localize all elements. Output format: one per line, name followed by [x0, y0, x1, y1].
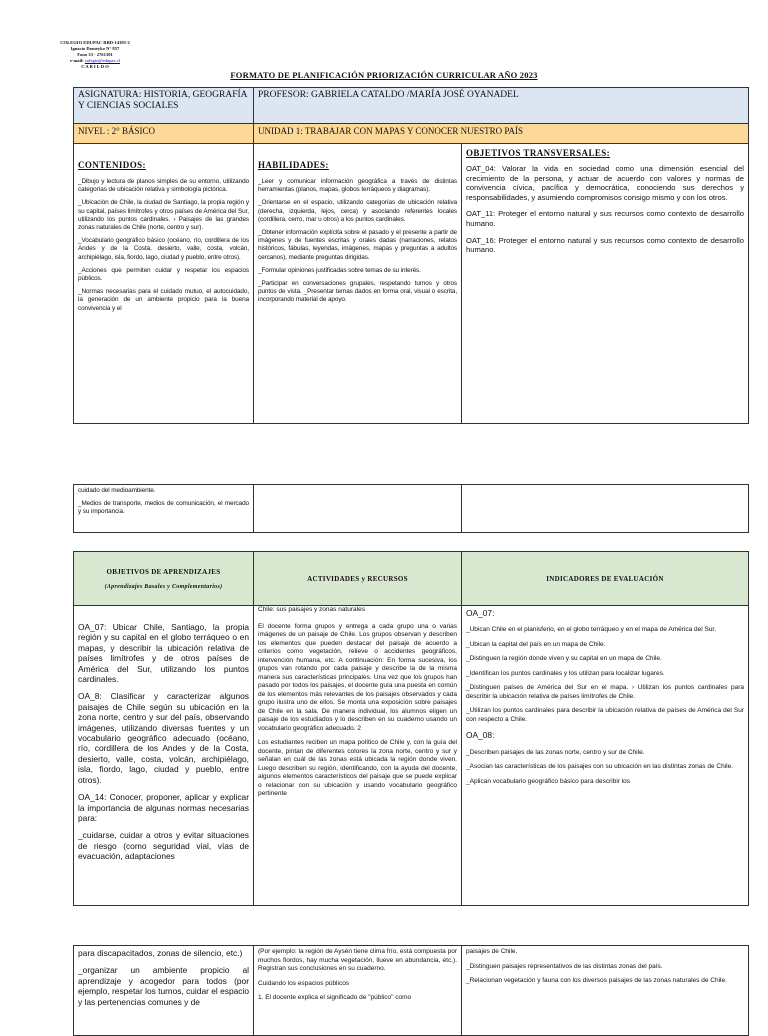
habilidades-cont-cell — [254, 485, 462, 533]
habilidad-item: _Leer y comunicar información geográfica a través de distintas herramientas (planos, mapas, globos terráqueos y diagramas). — [258, 178, 457, 194]
indicador-item: _Identifican los puntos cardinales y los utilizan para localizar lugares. — [466, 669, 665, 677]
objetivo-item: para discapacitados, zonas de silencio, etc.) — [78, 948, 243, 958]
transversales-title: OBJETIVOS TRANSVERSALES: — [466, 148, 611, 158]
planning-table-continued — [73, 484, 749, 533]
document-title: FORMATO DE PLANIFICACIÓN PRIORIZACIÓN CURRICULAR AÑO 2023 — [230, 70, 538, 80]
indicador-item: _Distinguen paisajes representativos de las distintas zonas del país. — [466, 962, 663, 970]
contenido-item: _Vocabulario geográfico básico (océano, río, cordillera de los Andes y de la Costa, desierto, valle, costa, volcán, archipiélago, isla, fiordo, lago, ciudad y pueblo, entre otros). — [78, 237, 249, 261]
school-phone: Fono 33 - 2761301 — [77, 52, 113, 57]
habilidad-item: _Obtener información explícita sobre el pasado y el presente a partir de imágenes y de fuentes escritas y orales dadas (narraciones, relatos históricos, fábulas, leyendas, imágenes, mapas y preguntas a adultos cercanos), mediante preguntas dirigidas. — [258, 229, 457, 261]
actividad-item: (Por ejemplo: la región de Aysén tiene clima frío, está compuesta por muchos fiordos, hay mucha vegetación, llueve en abundancia, etc.). Registran sus conclusiones en su cuaderno. — [258, 948, 457, 972]
school-header — [40, 40, 150, 70]
indicador-item: _Distinguen la región donde viven y su capital en un mapa de Chile. — [466, 655, 662, 663]
indicador-item: _Distinguen países de América del Sur en el mapa. › Utilizan los puntos cardinales para describir la ubicación relativa de países limítrofes de Chile. — [466, 684, 744, 700]
transversal-item: OAT_11: Proteger el entorno natural y sus recursos como contexto de desarrollo humano. — [466, 209, 744, 228]
contenido-item: _Ubicación de Chile, la ciudad de Santiago, la propia región y su capital, países limítrofes y otros países de América del Sur, utilizando los puntos cardinales. › Paisajes de las grandes zonas naturales de Chile (norte, centro y sur). — [78, 199, 249, 232]
contenidos-cell — [74, 144, 254, 424]
school-address: Ignacio Domeyko N° 857 — [70, 46, 120, 51]
indicador-item: _Utilizan los puntos cardinales para describir la ubicación relativa de países de América del Sur con respecto a Chile. — [466, 707, 744, 723]
transversal-item: OAT_16: Proteger el entorno natural y sus recursos como contexto de desarrollo humano. — [466, 235, 744, 255]
email-link[interactable]: colegio@edupac.cl — [84, 58, 121, 63]
actividades-cell — [254, 606, 462, 906]
transversal-item: OAT_04: Valorar la vida en sociedad como una dimensión esencial del crecimiento de la persona, y actuar de acuerdo con valores y normas de convivencia cívica, pacífica y democrática, conociendo sus derechos y responsabilidades, y asumiendo compromisos consigo mismo y con los otros. — [466, 164, 744, 202]
contenido-item: _Medios de transporte, medios de comunicación, el mercado y su importancia. — [78, 500, 249, 516]
habilidades-title: HABILIDADES: — [258, 160, 329, 170]
indicador-item: _Relacionan vegetación y fauna con los diversos paisajes de las zonas naturales de Chile. — [466, 977, 727, 984]
unidad-cell: UNIDAD 1: TRABAJAR CON MAPAS Y CONOCER NUESTRO PAÍS — [254, 124, 749, 144]
objetivos-cont-cell — [74, 946, 254, 1036]
contenidos-cont-cell — [74, 485, 254, 533]
actividades-cont-cell — [254, 946, 462, 1036]
email-label: e-mail: — [69, 58, 84, 63]
objetivo-item: _organizar un ambiente propicio al aprendizaje y acogedor para todos (por ejemplo, respetar los turnos, cuidar el espacio y las pertenencias comunes y de — [78, 965, 249, 1007]
objetivos-header-sub: (Aprendizajes Basales y Complementarios) — [104, 583, 223, 590]
objetivos-header-title: OBJETIVOS DE APRENDIZAJES — [106, 567, 221, 576]
habilidades-cell — [254, 144, 462, 424]
school-city: C A B I L D O — [81, 64, 109, 69]
profesor-cell: PROFESOR: GABRIELA CATALDO /MARÍA JOSÉ OYANADEL — [254, 88, 749, 124]
indicadores-cell — [462, 606, 749, 906]
contenido-item: _Acciones que permiten cuidar y respetar los espacios públicos. — [78, 266, 249, 283]
objetivo-item: OA_8: Clasificar y caracterizar algunos paisajes de Chile según su ubicación en la zona norte, centro y sur del país, observando imágenes, utilizando diversas fuentes y un vocabulario geográfico adecuado (océano, río, cordillera de los Andes y de la Costa, desierto, valle, costa, volcán, archipiélago, isla, fiordo, lago, ciudad y pueblo, entre otros). — [78, 691, 249, 785]
indicador-oa07-label: OA_07: — [466, 608, 495, 618]
indicador-item: paisajes de Chile. — [466, 948, 518, 955]
school-name: COLEGIO EDUPAC RBD-14395-2 — [60, 40, 130, 45]
contenidos-title: CONTENIDOS: — [78, 160, 146, 170]
objetivo-item: _cuidarse, cuidar a otros y evitar situaciones de riesgo (como seguridad vial, vías de evacuación, adaptaciones — [78, 830, 249, 862]
objectives-table-continued — [73, 945, 749, 1036]
indicador-item: _Ubican la capital del país en un mapa de Chile. — [466, 640, 606, 648]
nivel-cell: NIVEL : 2° BÁSICO — [74, 124, 254, 144]
objectives-table — [73, 551, 749, 906]
objetivos-cell — [74, 606, 254, 906]
indicador-item: _Aplican vocabulario geográfico básico para describir los — [466, 777, 631, 785]
actividades-header: ACTIVIDADES y RECURSOS — [254, 552, 462, 606]
indicador-item: _Ubican Chile en el planisferio, en el globo terráqueo y en el mapa de América del Sur. — [466, 626, 717, 634]
actividad-item: 1. El docente explica el significado de "público" como — [258, 994, 412, 1001]
indicador-oa08-label: OA_08: — [466, 730, 495, 741]
contenido-item: _Dibujo y lectura de planos simples de su entorno, utilizando categorías de ubicación relativa y simbología pictórica. — [78, 178, 249, 194]
contenido-item: cuidado del medioambiente. — [78, 487, 156, 494]
actividad-item: Los estudiantes reciben un mapa político de Chile y, con la guía del docente, pintan de diferentes colores la zona norte, centro y sur y señalan en cuál de las zonas está ubicada la región donde viven. Luego describen su región, identificando, con la ayuda del docente, algunos elementos característicos del paisaje que se puede explicar o relacionar con su ubicación y usando vocabulario geográfico pertinente — [258, 739, 457, 797]
indicadores-header: INDICADORES DE EVALUACIÓN — [462, 552, 749, 606]
habilidad-item: _Orientarse en el espacio, utilizando categorías de ubicación relativa (derecha, izquierda, lejos, cerca) y asociando referentes locales (cordillera, cerro, mar u otros) a los puntos cardinales. — [258, 199, 457, 223]
actividad-subtitle: Chile: sus paisajes y zonas naturales — [258, 606, 365, 613]
indicador-item: _Describen paisajes de las zonas norte, centro y sur de Chile. — [466, 748, 645, 756]
transversales-cont-cell — [462, 485, 749, 533]
transversales-cell — [462, 144, 749, 424]
indicadores-cont-cell — [462, 946, 749, 1036]
habilidad-item: _Participar en conversaciones grupales, respetando turnos y otros puntos de vista. _Presentar temas dados en forma oral, visual o escrita, incorporando material de apoyo. — [258, 280, 457, 304]
objetivo-item: OA_14: Conocer, proponer, aplicar y explicar la importancia de algunas normas necesarias para: — [78, 792, 249, 823]
asignatura-cell: ASIGNATURA: HISTORIA, GEOGRAFÍA Y CIENCIAS SOCIALES — [74, 88, 254, 124]
objetivos-header — [74, 552, 254, 606]
objetivo-item: OA_07: Ubicar Chile, Santiago, la propia región y su capital en el globo terráqueo o en mapas, y describir la ubicación relativa de países limítrofes y de otros países de América del Sur, utilizando los puntos cardinales. — [78, 622, 249, 685]
actividad-heading: Cuidando los espacios públicos — [258, 979, 350, 987]
contenido-item: _Normas necesarias para el cuidado mutuo, el autocuidado, la generación de un ambiente propicio para la buena convivencia y el — [78, 288, 249, 312]
habilidad-item: _Formular opiniones justificadas sobre temas de su interés. — [258, 266, 421, 274]
actividad-item: El docente forma grupos y entrega a cada grupo una o varias imágenes de un paisaje de Chile. Los grupos observan y describen los elementos que pueden destacar del paisaje de acuerdo a criterios como vegetación, relieve o accidentes geográficos, intervención humana, etc. A continuación: En forma sucesiva, los grupos van rotando por cada paisaje y describe la de la misma manera sus características principales. Una vez que los grupos han pasado por todos los paisajes, el docente guía una puesta en común de los elementos más relevantes de los paisajes observados y cada grupo ilustra uno de ellos. Se monta una exposición sobre paisajes de Chile en la sala. De manera individual, los alumnos eligen un paisaje de los estudiados y lo describen en su cuaderno usando un vocabulario geográfico adecuado. 2 — [258, 622, 457, 732]
indicador-item: _Asocian las características de los paisajes con su ubicación en las distintas zonas de Chile. — [466, 763, 734, 771]
planning-table — [73, 87, 749, 424]
